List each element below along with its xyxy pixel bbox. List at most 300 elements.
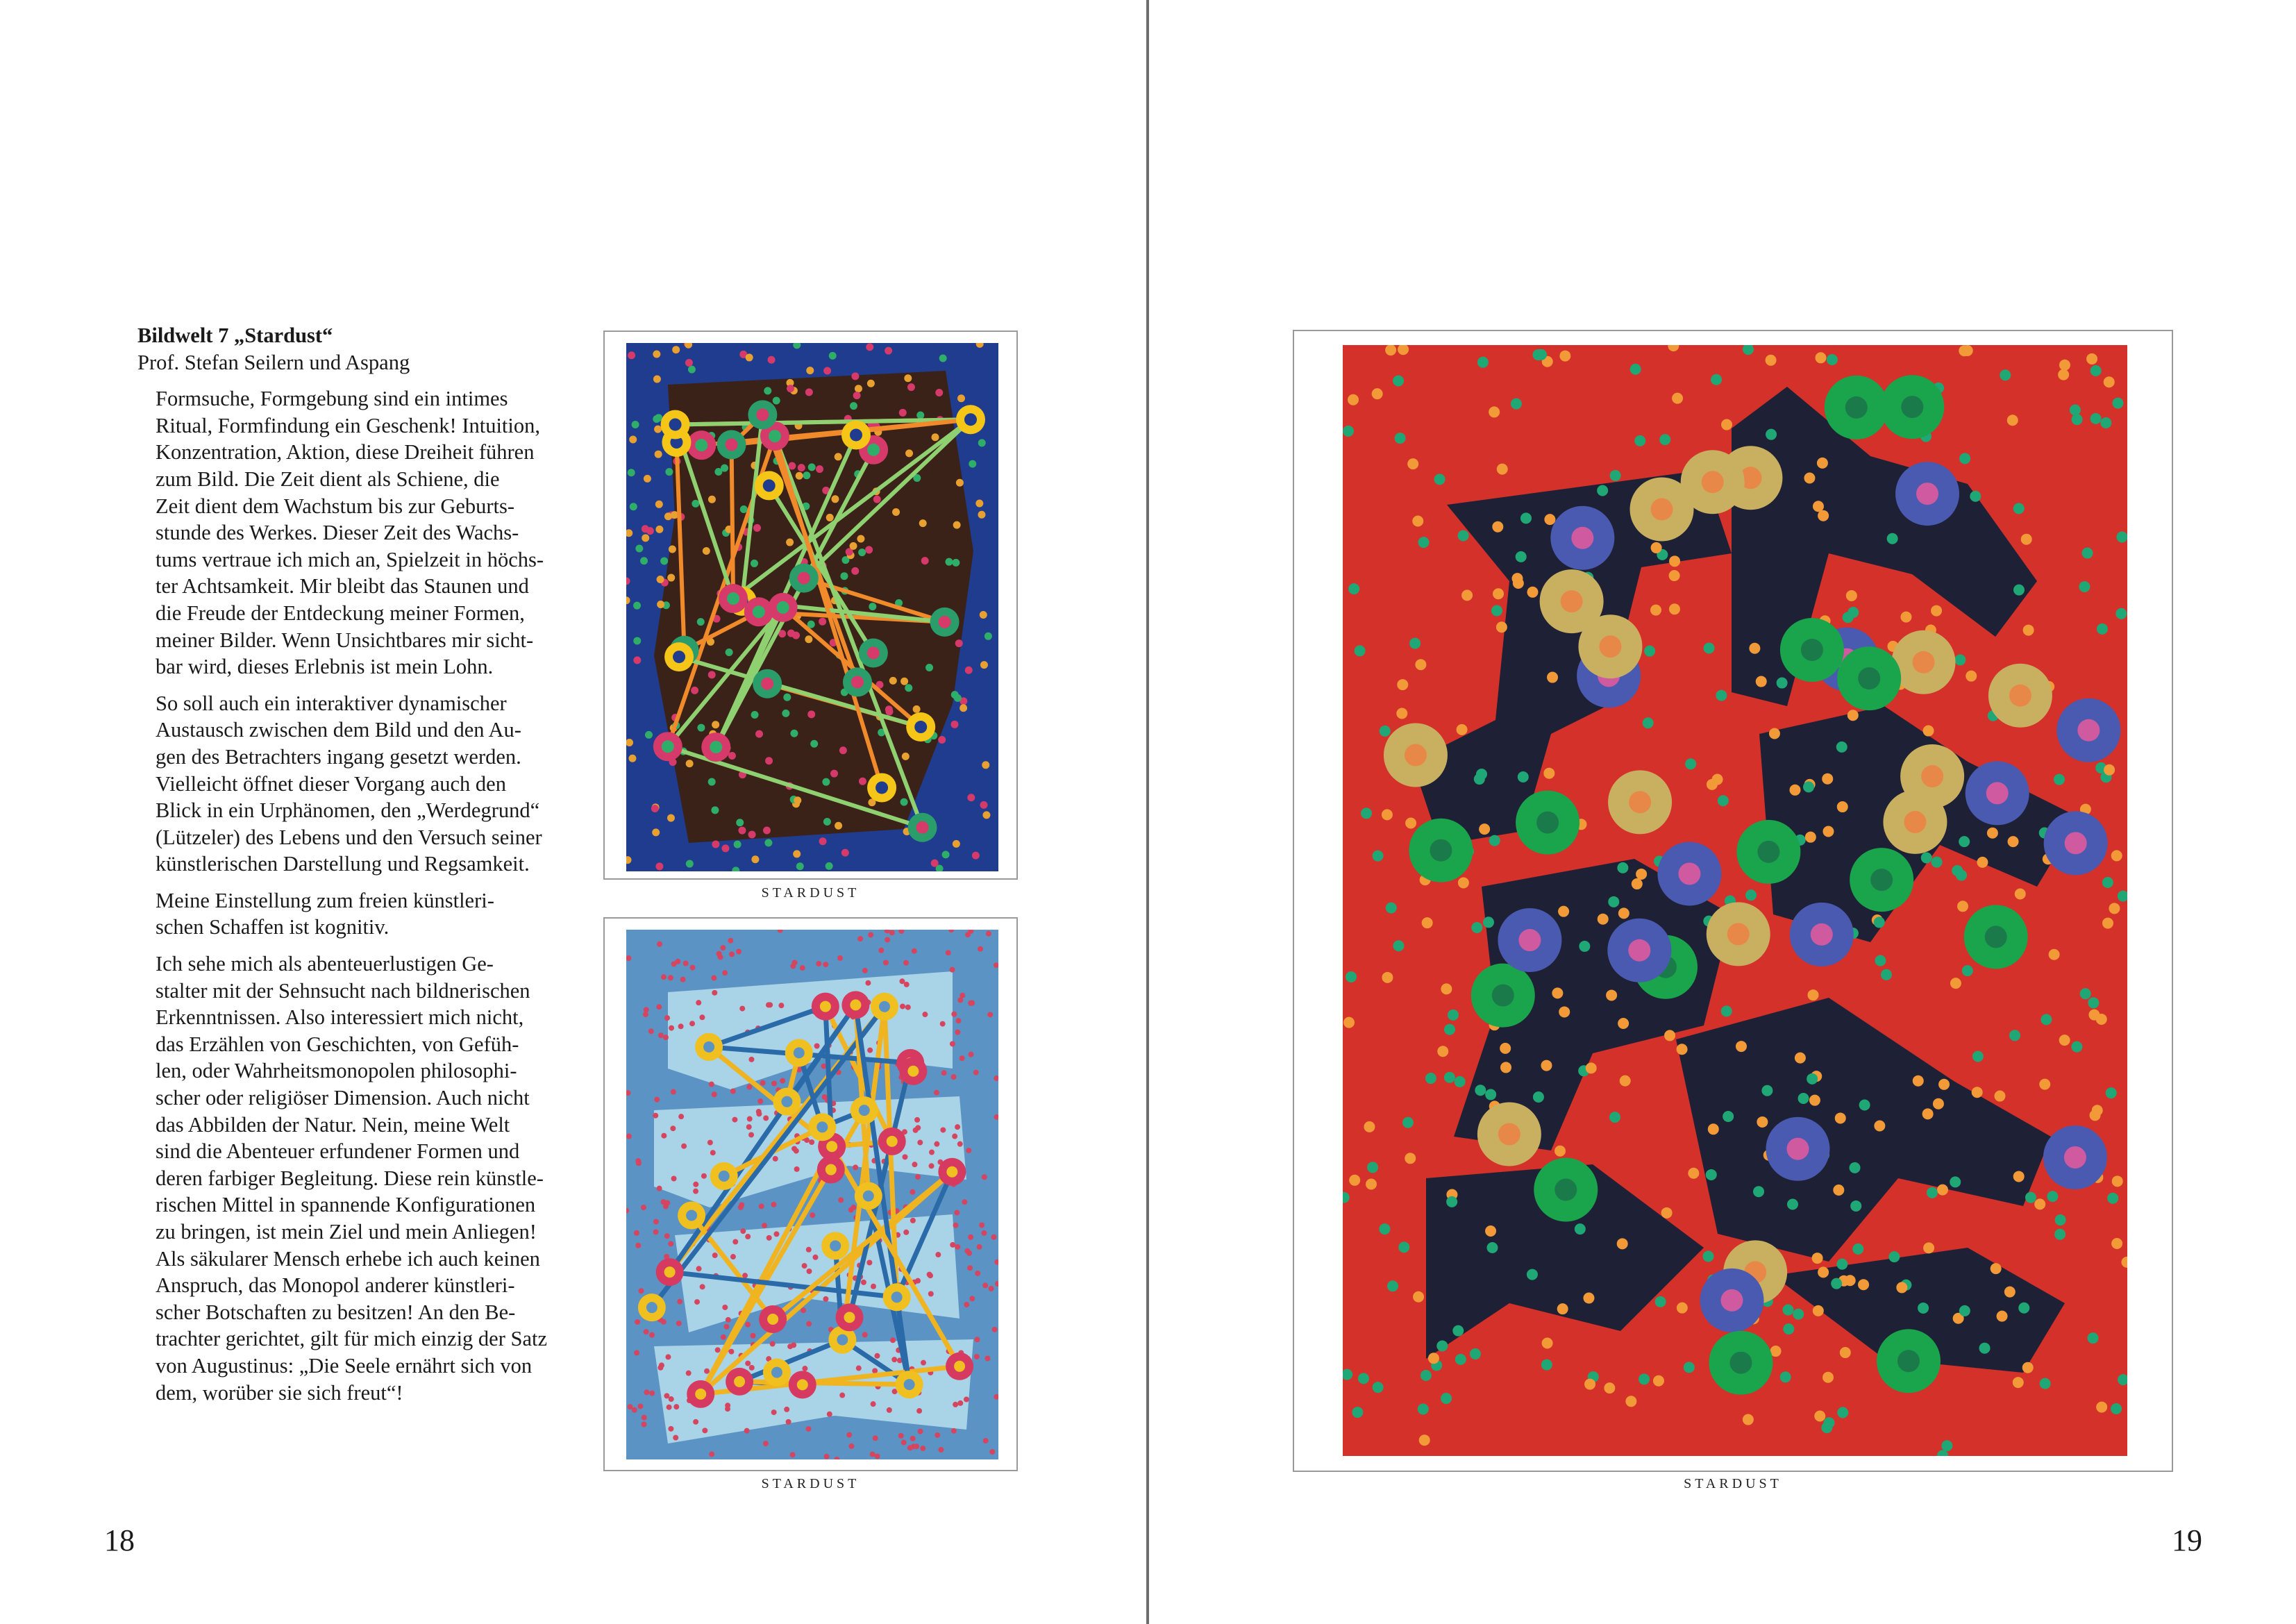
text-line: tums vertraue ich mich an, Spielzeit in höchs- [156,547,544,571]
art-dot [2059,360,2070,371]
art-dot [709,1082,714,1087]
art-dot [786,539,794,546]
art-dot [667,1405,672,1410]
art-dot [1789,785,1800,796]
art-dot [980,661,988,669]
art-dot [957,997,963,1003]
art-dot [925,664,933,671]
art-dot [1557,1303,1568,1314]
art-dot [685,359,693,367]
art-ring-center [914,721,927,733]
art-dot [1428,1353,1439,1364]
art-dot [885,705,893,713]
art-dot [875,1453,880,1459]
art-dot [655,451,662,458]
art-ring-center [1518,929,1541,951]
art-dot [689,965,695,971]
art-dot [898,1433,904,1439]
art-dot [1444,1024,1455,1035]
art-dot [1541,1060,1552,1071]
art-dot [663,1035,669,1040]
art-dot [1956,870,1967,881]
art-dot [2107,1193,2118,1204]
art-ring-center [726,438,738,451]
art-dot [1418,537,1430,548]
art-dot [1575,1223,1586,1234]
art-dot [809,1139,814,1145]
art-dot [1972,1087,1983,1098]
art-dot [1987,828,1998,839]
art-dot [1761,1085,1773,1096]
artwork-frame-stardust-2 [603,917,1018,1471]
art-dot [709,1451,714,1457]
art-dot [952,559,960,567]
art-dot [878,948,884,953]
art-dot [1457,724,1468,735]
art-dot [1846,590,1857,601]
art-dot [712,1253,718,1258]
art-dot [1421,1370,1432,1381]
art-dot [1620,1075,1631,1087]
art-dot [938,1447,944,1453]
art-dot [712,990,717,996]
text-line: sind die Abenteuer erfundener Formen und [156,1139,520,1164]
art-dot [652,828,660,836]
art-dot [1716,690,1727,701]
art-dot [1684,1362,1695,1373]
art-dot [916,411,924,419]
art-dot [1395,433,1406,444]
art-dot [954,1210,960,1216]
art-dot [1393,940,1404,951]
art-dot [819,618,826,626]
art-dot [683,961,689,966]
art-dot [873,1435,878,1441]
art-ring-center [859,1105,870,1116]
art-dot [981,1230,987,1236]
art-dot [2022,1362,2034,1373]
art-dot [857,936,863,941]
artwork-stardust-light-blue [626,930,998,1459]
art-dot [720,945,726,951]
art-dot [1422,917,1433,928]
art-dot [871,1401,876,1407]
art-dot [966,1148,971,1153]
art-dot [700,1284,705,1289]
art-dot [978,946,983,952]
art-dot [1653,1375,1664,1387]
art-dot [941,1070,947,1075]
art-dot [1782,1305,1793,1316]
art-ring-center [1405,744,1427,767]
art-dot [850,402,857,410]
art-dot [980,801,988,809]
art-dot [1604,1382,1615,1393]
art-dot [768,356,776,364]
art-dot [730,1254,736,1259]
art-dot [1547,672,1558,683]
art-dot [1477,357,1489,368]
art-dot [2021,534,2032,545]
art-dot [1997,1311,2008,1322]
art-ring-center [1845,396,1868,419]
art-dot [745,1322,751,1328]
art-dot [642,534,649,542]
art-dot [766,1235,772,1241]
art-dot [1815,352,1826,363]
art-dot [2090,365,2102,376]
art-dot [1536,349,1547,360]
art-dot [960,704,967,712]
art-dot [951,691,959,698]
art-dot [1387,1280,1398,1291]
art-ring-center [1985,926,2007,948]
art-dot [673,1435,678,1441]
art-dot [2004,1287,2016,1298]
art-dot [746,1124,752,1130]
art-dot [807,710,815,718]
art-dot [950,1242,955,1248]
art-dot [1669,603,1680,614]
art-dot [857,535,864,543]
art-dot [1991,1263,2002,1274]
art-dot [810,740,818,748]
art-dot [644,1329,649,1334]
art-dot [749,1365,755,1371]
art-dot [1766,429,1777,440]
art-dot [786,1419,791,1425]
art-dot [2082,548,2093,559]
art-dot [904,374,912,382]
art-dot [823,962,828,967]
art-dot [975,500,983,508]
art-dot [1452,1325,1464,1337]
art-dot [1352,1407,1363,1418]
art-dot [667,814,675,822]
art-dot [907,1445,913,1450]
art-dot [778,1003,784,1008]
art-dot [740,505,748,513]
art-dot [738,827,746,835]
art-dot [1348,583,1359,594]
art-dot [929,1163,935,1169]
art-dot [2070,405,2081,416]
art-dot [736,949,741,955]
art-dot [721,1334,726,1340]
book-gutter [1146,0,1149,1624]
art-dot [805,635,812,643]
art-ring-center [769,430,781,442]
art-dot [992,1327,998,1332]
art-dot [910,1218,916,1223]
art-dot [782,710,789,717]
art-dot [689,1021,695,1026]
art-dot [1896,1282,1907,1293]
art-dot [940,1021,946,1027]
art-dot [697,618,705,626]
art-dot [835,822,842,830]
art-dot [1474,773,1485,785]
art-dot [796,472,803,480]
art-dot [628,469,635,476]
art-dot [2039,1079,2050,1090]
art-dot [816,961,821,966]
art-dot [950,967,955,973]
art-dot [649,1391,655,1396]
art-dot [2096,1402,2107,1413]
art-dot [1921,852,1932,863]
art-dot [801,1307,806,1313]
art-dot [1753,1186,1764,1197]
art-dot [632,1407,637,1413]
art-dot [889,930,895,935]
art-dot [1941,1440,1952,1451]
art-dot [1409,638,1421,649]
art-dot [1957,901,1968,912]
art-dot [934,1141,939,1147]
art-dot [634,1230,639,1236]
art-dot [765,757,773,764]
art-dot [1527,587,1538,598]
art-dot [1655,1296,1666,1307]
art-dot [654,426,662,433]
art-dot [671,1175,677,1181]
art-dot [657,601,664,608]
art-dot [1977,857,1988,868]
art-dot [2111,1238,2122,1249]
art-dot [1617,1238,1628,1249]
art-dot [966,1250,972,1256]
art-dot [982,1174,987,1180]
art-dot [728,752,736,760]
art-dot [907,383,915,391]
art-dot [2080,988,2091,999]
art-dot [630,503,637,510]
art-dot [935,1252,941,1257]
art-dot [980,611,987,619]
art-ring-center [1897,1350,1920,1372]
art-dot [655,501,663,508]
art-dot [1923,726,1934,737]
art-dot [839,1393,845,1398]
art-dot [1511,573,1523,584]
art-dot [1458,530,1469,541]
art-dot [1634,435,1645,446]
art-dot [1413,1291,1424,1303]
art-dot [1805,832,1816,843]
art-dot [728,938,733,944]
art-dot [830,770,838,778]
art-dot [1367,1162,1378,1173]
art-dot [678,1114,684,1119]
text-line: Austausch zwischen dem Bild und den Au- [156,718,521,742]
body-paragraph [137,951,554,1406]
art-dot [2106,1087,2117,1098]
art-dot [714,468,722,476]
art-dot [859,778,866,785]
art-ring-center [686,1210,697,1221]
art-dot [656,1004,662,1010]
art-dot [1471,922,1482,933]
artwork-stardust-blue [626,343,998,871]
art-dot [717,951,722,957]
art-dot [955,1018,961,1023]
art-dot [1597,485,1608,496]
artwork-caption-1: STARDUST [761,885,860,901]
art-ring-center [710,741,722,753]
art-dot [1434,474,1446,485]
body-paragraph [137,690,554,878]
art-ring-center [1561,590,1583,612]
art-dot [861,1280,866,1285]
art-ring-center [1720,1289,1743,1312]
art-ring-center [837,1334,848,1346]
art-dot [892,508,900,516]
art-dot [1795,1053,1806,1064]
art-dot [664,512,672,520]
art-dot [675,959,680,964]
art-ring-center [904,1379,915,1390]
text-line: bar wird, dieses Erlebnis ist mein Lohn. [156,655,494,679]
art-dot [2111,1403,2122,1414]
art-dot [2058,369,2069,380]
art-dot [903,960,909,966]
art-dot [1706,1169,1717,1180]
art-dot [1994,1091,2005,1102]
art-dot [822,1094,828,1100]
art-ring-center [850,428,862,441]
art-dot [957,394,965,402]
art-ring-center [695,1389,706,1400]
art-dot [965,667,973,674]
art-dot [827,1412,832,1417]
art-dot [910,1189,915,1195]
art-dot [641,1205,646,1210]
art-dot [1959,453,1970,464]
art-ring-center [844,1312,855,1323]
art-dot [1659,434,1670,445]
art-dot [2007,415,2018,426]
art-dot [887,1407,892,1413]
art-dot [914,1443,919,1449]
art-dot [1837,801,1848,812]
art-dot [900,1003,905,1009]
art-dot [858,549,866,556]
art-dot [848,1443,854,1449]
art-dot [2018,1303,2029,1314]
art-dot [635,1243,641,1248]
art-dot [770,1341,776,1347]
art-dot [726,648,733,656]
art-dot [1814,1410,1825,1421]
art-dot [2088,1010,2100,1021]
art-dot [938,736,946,744]
art-dot [736,819,744,826]
art-dot [851,372,859,380]
art-dot [664,1200,670,1205]
art-dot [644,1389,649,1395]
art-dot [1959,1305,1970,1316]
art-dot [826,514,834,521]
body-paragraph [137,887,554,941]
art-dot [1458,877,1469,888]
art-dot [955,1244,960,1250]
art-dot [805,1426,811,1432]
art-dot [806,1321,812,1327]
art-dot [903,1154,908,1160]
art-dot [1552,987,1563,998]
art-dot [1859,1100,1870,1111]
text-line: Ich sehe mich als abenteuerlustigen Ge- [156,952,494,976]
art-dot [645,731,653,739]
art-ring-center [1986,782,2009,804]
art-dot [1954,654,1966,665]
art-dot [829,352,837,360]
art-ring-center [867,444,880,456]
art-dot [835,453,842,460]
art-dot [962,1199,967,1205]
art-dot [2102,877,2113,888]
art-dot [953,1223,958,1228]
art-dot [762,1223,767,1228]
art-dot [1364,1121,1375,1132]
art-dot [699,1014,705,1020]
art-dot [1636,869,1647,880]
art-dot [1822,773,1833,785]
art-dot [1579,941,1590,952]
art-dot [1661,1207,1673,1219]
art-dot [991,1234,996,1240]
art-dot [2109,903,2120,914]
art-dot [953,1402,958,1407]
art-dot [2013,1377,2024,1388]
art-dot [628,755,636,762]
art-dot [658,1032,664,1038]
art-dot [1489,835,1500,846]
art-ring-center [1430,839,1452,862]
art-ring-center [673,651,685,663]
text-line: gen des Betrachters ingang gesetzt werden. [156,744,521,769]
art-dot [1379,1223,1390,1234]
art-dot [635,1319,640,1325]
art-dot [1402,1117,1414,1128]
art-ring-center [964,413,977,426]
text-line: Meine Einstellung zum freien künstleri- [156,888,494,912]
art-dot [868,932,873,937]
text-line: das Abbilden der Natur. Nein, meine Welt [156,1112,510,1137]
art-dot [1382,809,1393,820]
art-dot [873,496,881,503]
art-ring-center [797,1379,808,1390]
art-dot [748,830,756,838]
art-dot [1938,1079,1950,1090]
art-dot [1418,1403,1429,1414]
art-dot [1932,857,1943,868]
art-dot [1749,643,1760,654]
art-dot [712,840,719,848]
art-dot [1412,516,1423,527]
art-dot [831,495,839,503]
art-dot [669,1026,674,1031]
art-dot [2090,1110,2101,1121]
art-dot [1858,1279,1869,1290]
art-dot [790,963,796,969]
art-dot [890,1337,896,1343]
art-dot [967,794,975,801]
art-dot [1823,1417,1834,1428]
art-dot [935,1432,940,1438]
text-line: scher oder religiöser Dimension. Auch nicht [156,1086,530,1110]
